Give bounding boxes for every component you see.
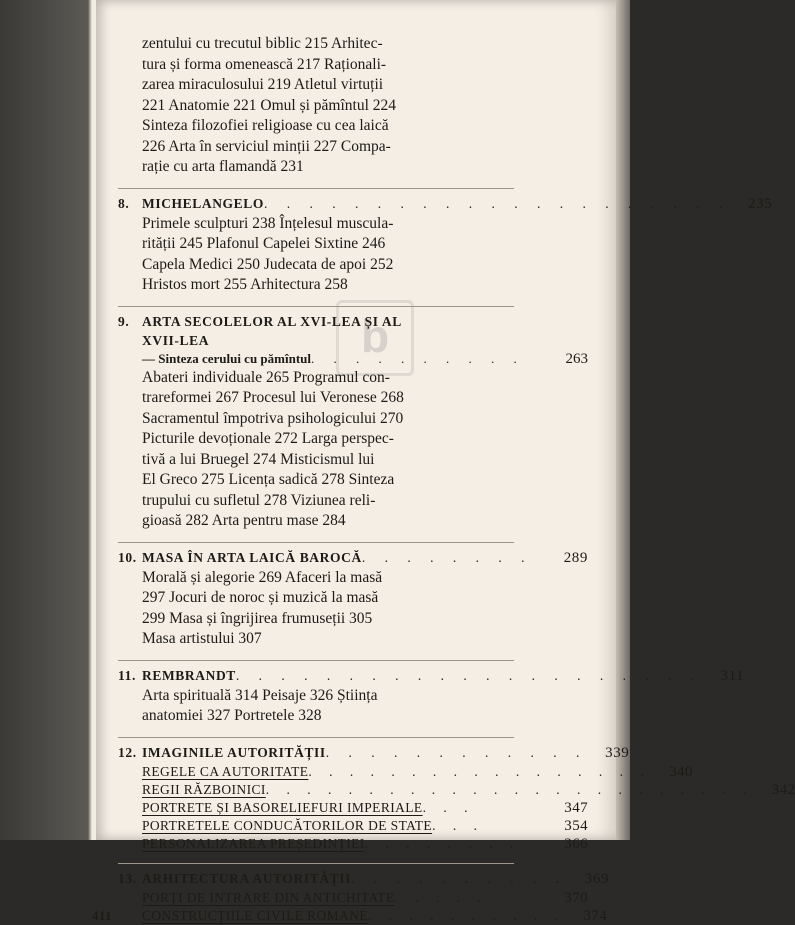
toc-entry[interactable] — [118, 781, 795, 799]
chapter-number: 12. — [118, 744, 137, 760]
text-line: El Greco 275 Licența sadică 278 Sinteza — [142, 471, 395, 488]
page-number: 347 — [564, 799, 588, 816]
text-line: anatomiei 327 Portretele 328 — [142, 707, 322, 724]
divider — [118, 542, 514, 543]
chapter-10-summary — [118, 568, 588, 650]
chapter-10-heading[interactable] — [118, 548, 588, 568]
page-number: 263 — [565, 350, 588, 367]
text-line: Capela Medici 250 Judecata de apoi 252 — [142, 255, 394, 273]
page-number: 339 — [605, 744, 630, 761]
chapter-9-heading[interactable] — [118, 312, 588, 331]
text-line: trareformei 267 Procesul lui Veronese 268 — [142, 389, 404, 406]
text-line: Abateri individuale 265 Programul con- — [142, 368, 390, 386]
chapter-9-summary — [118, 368, 588, 532]
page-number: 340 — [669, 763, 693, 780]
leader-dots: . . . . . . . . — [364, 835, 521, 851]
leader-dots: . . . . . — [394, 889, 488, 905]
text-line: rație cu arta flamandă 231 — [142, 158, 304, 175]
entry-title: PERSONALIZAREA PREȘEDINȚIEI — [142, 835, 365, 851]
chapter-title: MICHELANGELO — [142, 195, 264, 211]
leader-dots: . . . . . . . . . . . . — [325, 744, 588, 760]
chapter-8-summary — [118, 214, 588, 296]
page-number: 289 — [563, 549, 588, 566]
leader-dots: . . . . . . . . . . . . . . . . . . . . . — [263, 195, 731, 211]
chapter-title: ARTA SECOLELOR AL XVI-LEA ȘI AL — [142, 313, 402, 329]
chapter-11-summary — [118, 686, 588, 727]
text-line: 221 Anatomie 221 Omul și pămîntul 224 — [142, 96, 397, 114]
text-line: zentului cu trecutul biblic 215 Arhitec- — [142, 35, 383, 52]
text-line: Picturile devoționale 272 Larga perspec- — [142, 430, 394, 447]
text-line: Morală și alegorie 269 Afaceri la masă — [142, 568, 383, 586]
page-number: 354 — [564, 817, 588, 834]
entry-title: REGELE CA AUTORITATE — [142, 763, 309, 779]
divider — [118, 306, 514, 307]
text-line: rității 245 Plafonul Capelei Sixtine 246 — [142, 235, 386, 252]
toc-entry[interactable] — [118, 889, 588, 907]
page-number: 366 — [564, 835, 588, 852]
text-line: Masa artistului 307 — [142, 630, 262, 647]
page-number: 311 — [720, 667, 745, 684]
text-line: 297 Jocuri de noroc și muzică la masă — [142, 589, 379, 606]
divider — [118, 188, 514, 189]
leader-dots: . . . — [432, 817, 484, 833]
chapter-12-heading[interactable] — [118, 743, 630, 763]
chapter-number: 13. — [118, 870, 137, 886]
entry-title: PORȚI DE INTRARE DIN ANTICHITATE — [142, 889, 395, 905]
toc-entry[interactable] — [118, 817, 588, 835]
folio-number: 411 — [92, 907, 112, 923]
divider — [118, 863, 514, 864]
chapter-number: 11. — [118, 667, 136, 683]
text-line: tivă a lui Bruegel 274 Misticismul lui — [142, 450, 375, 468]
text-line: Sinteza filozofiei religioase cu cea laică — [142, 117, 389, 134]
chapter-subtitle: — Sinteza cerului cu pămîntul — [142, 350, 312, 366]
divider — [118, 660, 514, 661]
leader-dots: . . . — [422, 799, 475, 815]
entry-title: CONSTRUCȚIILE CIVILE ROMANE — [142, 907, 369, 923]
chapter-11-heading[interactable] — [118, 666, 745, 686]
chapter-8-heading[interactable] — [118, 194, 773, 214]
leader-dots: . . . . . . . . . . . . . . . . . . . . . — [235, 667, 703, 683]
chapter-title: ARHITECTURA AUTORITĂȚII — [142, 870, 351, 886]
chapter-title: REMBRANDT — [142, 667, 236, 683]
toc-entry[interactable] — [118, 799, 588, 817]
toc-entry[interactable] — [118, 763, 693, 781]
text-line: gioasă 282 Arta pentru mase 284 — [142, 512, 346, 529]
chapter-number: 9. — [118, 313, 130, 329]
entry-title: REGII RĂZBOINICI — [142, 781, 266, 797]
page-number: 370 — [564, 889, 588, 906]
leader-dots: . . . . . . . . — [361, 549, 533, 565]
leader-dots: . . . . . . . . . . — [350, 870, 568, 886]
toc-entry[interactable] — [92, 907, 608, 925]
watermark-logo: b — [336, 300, 414, 376]
text-line: zarea miraculosului 219 Atletul virtuții — [142, 76, 384, 93]
chapter-9-subtitle — [118, 350, 588, 368]
text-line: tura și forma omenească 217 Raționali- — [142, 55, 387, 73]
text-line: trupului cu sufletul 278 Viziunea reli- — [142, 491, 376, 509]
table-of-contents — [92, 34, 795, 925]
leader-dots: . . . . . . . . . . . . . . . . . . . . . . . . — [265, 781, 754, 797]
chapter-title: MASA ÎN ARTA LAICĂ BAROCĂ — [142, 549, 362, 565]
page-number: 374 — [583, 907, 608, 924]
book-page — [92, 0, 795, 924]
entry-title: PORTRETE ȘI BASORELIEFURI IMPERIALE — [142, 799, 423, 815]
leader-dots: . . . . . . . . . . — [368, 907, 566, 923]
chapter-13-heading[interactable] — [118, 869, 610, 889]
page-number: 369 — [584, 870, 610, 887]
divider — [118, 737, 514, 738]
text-line: 226 Arta în serviciul minții 227 Compa- — [142, 137, 391, 155]
chapter-number: 10. — [118, 549, 137, 565]
page-number: 342 — [771, 781, 795, 798]
text-line: Hristos mort 255 Arhitectura 258 — [142, 276, 348, 293]
page-number: 235 — [748, 195, 773, 212]
chapter-title-continued: XVII-LEA — [142, 332, 210, 348]
chapter-number: 8. — [118, 195, 130, 211]
leader-dots: . . . . . . . . . . — [311, 350, 525, 366]
text-line: Primele sculpturi 238 Înțelesul muscula- — [142, 214, 394, 232]
text-line: 299 Masa și îngrijirea frumuseții 305 — [142, 609, 373, 627]
text-line: Sacramentul împotriva psihologicului 270 — [142, 409, 404, 427]
leader-dots: . . . . . . . . . . . . . . . . . — [308, 763, 651, 779]
intro-paragraph — [118, 34, 588, 178]
toc-entry[interactable] — [118, 835, 588, 853]
entry-title: PORTRETELE CONDUCĂTORILOR DE STATE — [142, 817, 433, 833]
text-line: Arta spirituală 314 Peisaje 326 Știința — [142, 686, 378, 704]
chapter-title: IMAGINILE AUTORITĂȚII — [142, 744, 326, 760]
